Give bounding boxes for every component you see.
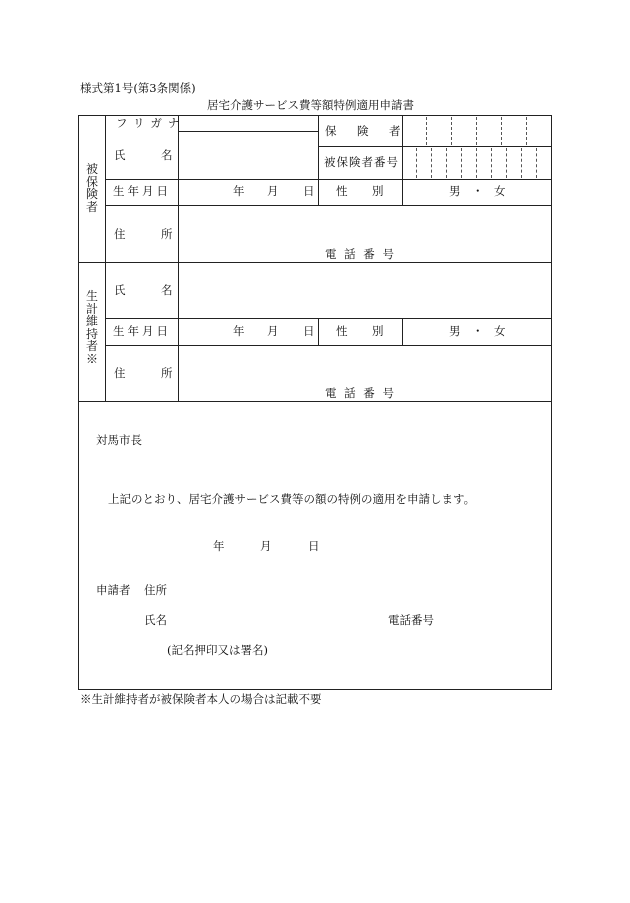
applicant-name-label: 氏名 [144, 613, 167, 627]
guardian-name-label-2: 名 [161, 283, 173, 297]
applicant-phone-label: 電話番号 [388, 613, 434, 627]
addressee: 対馬市長 [96, 433, 142, 447]
guardian-dob-year: 年 [233, 324, 245, 338]
insurer-number-field[interactable] [403, 116, 551, 146]
insured-dob-month: 月 [267, 184, 279, 198]
insured-sex-label-1: 性 [336, 184, 348, 198]
insured-phone-label: 電 話 番 号 [325, 247, 396, 261]
guardian-address-label-1: 住 [114, 366, 126, 380]
guardian-name-field[interactable] [179, 263, 551, 318]
guardian-dob-month: 月 [267, 324, 279, 338]
guardian-phone-label: 電 話 番 号 [325, 386, 396, 400]
guardian-sex-label-1: 性 [336, 324, 348, 338]
guardian-dob-label: 生年月日 [113, 324, 171, 338]
footnote: ※生計維持者が被保険者本人の場合は記載不要 [80, 692, 322, 706]
guardian-dob-day: 日 [303, 324, 315, 338]
insured-sex-label-2: 別 [372, 184, 384, 198]
insured-dob-field[interactable] [179, 180, 318, 205]
insured-address-label-2: 所 [161, 227, 173, 241]
insured-address-field[interactable] [179, 206, 551, 246]
guardian-female-option[interactable]: 女 [494, 324, 506, 338]
guardian-section-label: 生計維持者※ [85, 289, 98, 366]
insurer-label-char-1: 保 [325, 124, 337, 138]
guardian-address-field[interactable] [179, 346, 551, 386]
insured-name-label-2: 名 [161, 148, 173, 162]
insurer-label-char-3: 者 [389, 124, 401, 138]
applicant-label: 申請者 [96, 583, 131, 597]
insurer-label-char-2: 険 [357, 124, 369, 138]
insured-sex-separator: ・ [472, 184, 484, 198]
form-number: 様式第1号(第3条関係) [80, 81, 196, 95]
guardian-sex-label-2: 別 [372, 324, 384, 338]
declaration-date-month: 月 [260, 539, 272, 553]
guardian-address-label-2: 所 [161, 366, 173, 380]
furigana-label: フリガナ [116, 116, 186, 130]
insured-name-field[interactable] [179, 132, 318, 179]
insured-dob-year: 年 [233, 184, 245, 198]
declaration-date-year: 年 [213, 539, 225, 553]
insured-dob-label: 生年月日 [113, 184, 171, 198]
guardian-name-label-1: 氏 [114, 283, 126, 297]
insured-number-label: 被保険者番号 [324, 155, 399, 169]
guardian-male-option[interactable]: 男 [449, 324, 461, 338]
seal-note: (記名押印又は署名) [167, 643, 268, 657]
applicant-address-label: 住所 [144, 583, 167, 597]
furigana-field[interactable] [179, 116, 318, 131]
insured-address-label-1: 住 [114, 227, 126, 241]
insured-male-option[interactable]: 男 [449, 184, 461, 198]
declaration-date-day: 日 [308, 539, 320, 553]
guardian-sex-separator: ・ [472, 324, 484, 338]
insured-name-label-1: 氏 [114, 148, 126, 162]
insured-section-label: 被保険者 [85, 162, 98, 214]
insured-number-field[interactable] [403, 147, 551, 179]
declaration-statement: 上記のとおり、居宅介護サービス費等の額の特例の適用を申請します。 [108, 492, 476, 506]
form-title: 居宅介護サービス費等額特例適用申請書 [207, 98, 414, 112]
guardian-dob-field[interactable] [179, 319, 318, 345]
insured-female-option[interactable]: 女 [494, 184, 506, 198]
insured-dob-day: 日 [303, 184, 315, 198]
